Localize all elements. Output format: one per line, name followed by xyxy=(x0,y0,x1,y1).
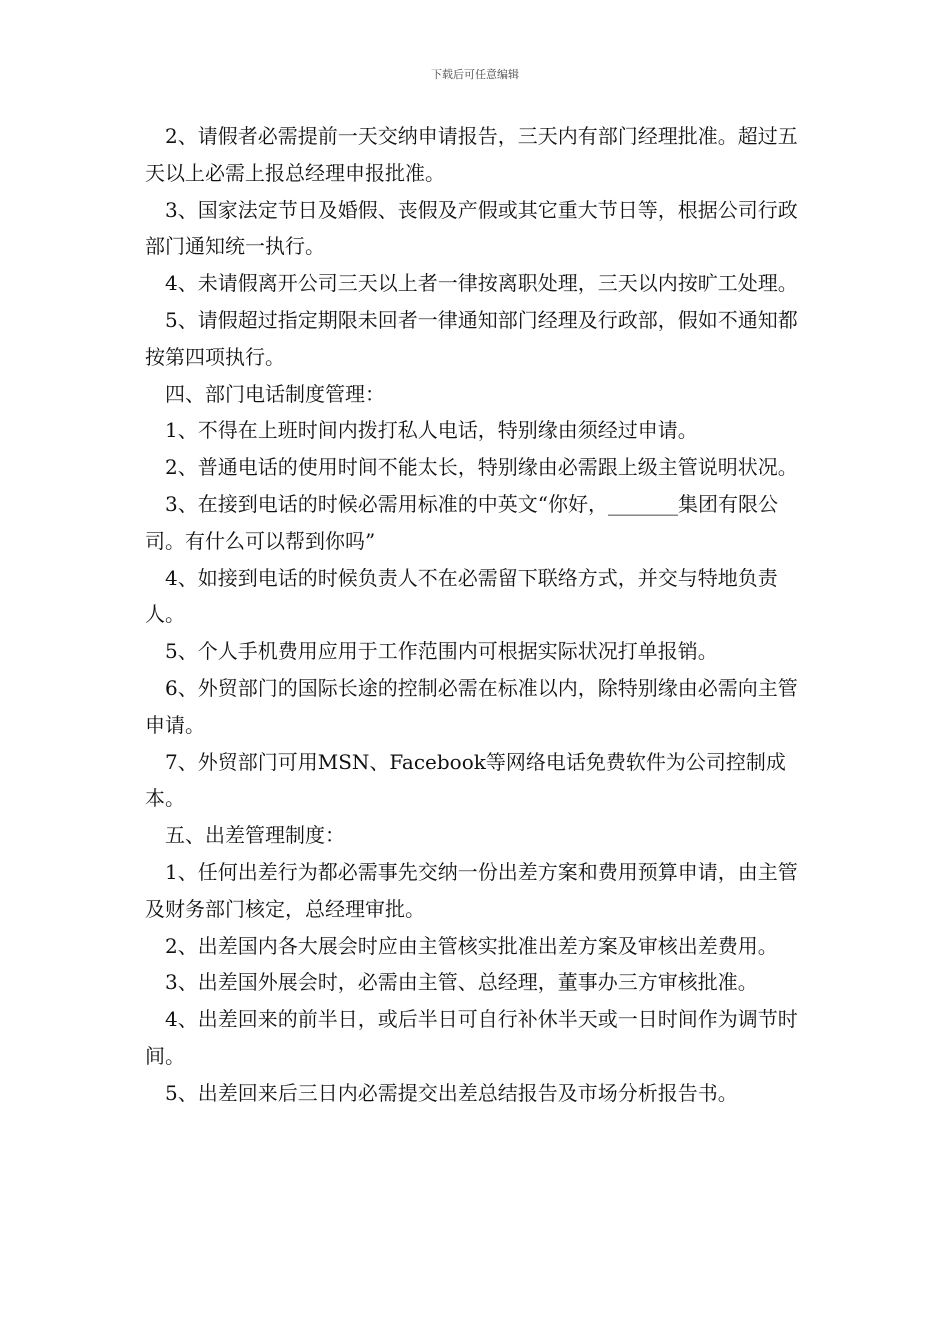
paragraph-leave-3: 3、国家法定节日及婚假、丧假及产假或其它重大节日等，根据公司行政部门通知统一执行。 xyxy=(145,197,798,259)
paragraph-phone-3: 3、在接到电话的时候必需用标准的中英文“你好，_______集团有限公司。有什么可以帮到你吗” xyxy=(145,491,778,553)
document-body xyxy=(145,118,815,1112)
section-heading-phone: 四、部门电话制度管理： xyxy=(165,381,385,406)
paragraph-phone-6: 6、外贸部门的国际长途的控制必需在标准以内，除特别缘由必需向主管申请。 xyxy=(145,675,798,737)
paragraph-travel-3: 3、出差国外展会时，必需由主管、总经理，董事办三方审核批准。 xyxy=(165,970,758,995)
paragraph-leave-2: 2、请假者必需提前一天交纳申请报告，三天内有部门经理批准。超过五天以上必需上报总经理申报批准。 xyxy=(145,124,798,185)
paragraph-phone-5: 5、个人手机费用应用于工作范围内可根据实际状况打单报销。 xyxy=(165,639,718,664)
paragraph-travel-5: 5、出差回来后三日内必需提交出差总结报告及市场分析报告书。 xyxy=(165,1080,738,1105)
paragraph-phone-1: 1、不得在上班时间内拨打私人电话，特别缘由须经过申请。 xyxy=(165,418,698,443)
paragraph-phone-2: 2、普通电话的使用时间不能太长，特别缘由必需跟上级主管说明状况。 xyxy=(165,455,798,480)
paragraph-travel-1: 1、任何出差行为都必需事先交纳一份出差方案和费用预算申请，由主管及财务部门核定，总经理审批。 xyxy=(145,859,798,921)
paragraph-phone-4: 4、如接到电话的时候负责人不在必需留下联络方式，并交与特地负责人。 xyxy=(145,565,778,627)
paragraph-travel-2: 2、出差国内各大展会时应由主管核实批准出差方案及审核出差费用。 xyxy=(165,933,778,958)
paragraph-leave-4: 4、未请假离开公司三天以上者一律按离职处理，三天以内按旷工处理。 xyxy=(165,271,798,296)
paragraph-travel-4: 4、出差回来的前半日，或后半日可自行补休半天或一日时间作为调节时间。 xyxy=(145,1007,798,1068)
paragraph-leave-5: 5、请假超过指定期限未回者一律通知部门经理及行政部，假如不通知都按第四项执行。 xyxy=(145,307,798,369)
paragraph-phone-7: 7、外贸部门可用MSN、Facebook等网络电话免费软件为公司控制成本。 xyxy=(145,749,786,811)
page-header: 下载后可任意编辑 xyxy=(431,68,519,81)
section-heading-travel: 五、出差管理制度： xyxy=(165,823,345,848)
